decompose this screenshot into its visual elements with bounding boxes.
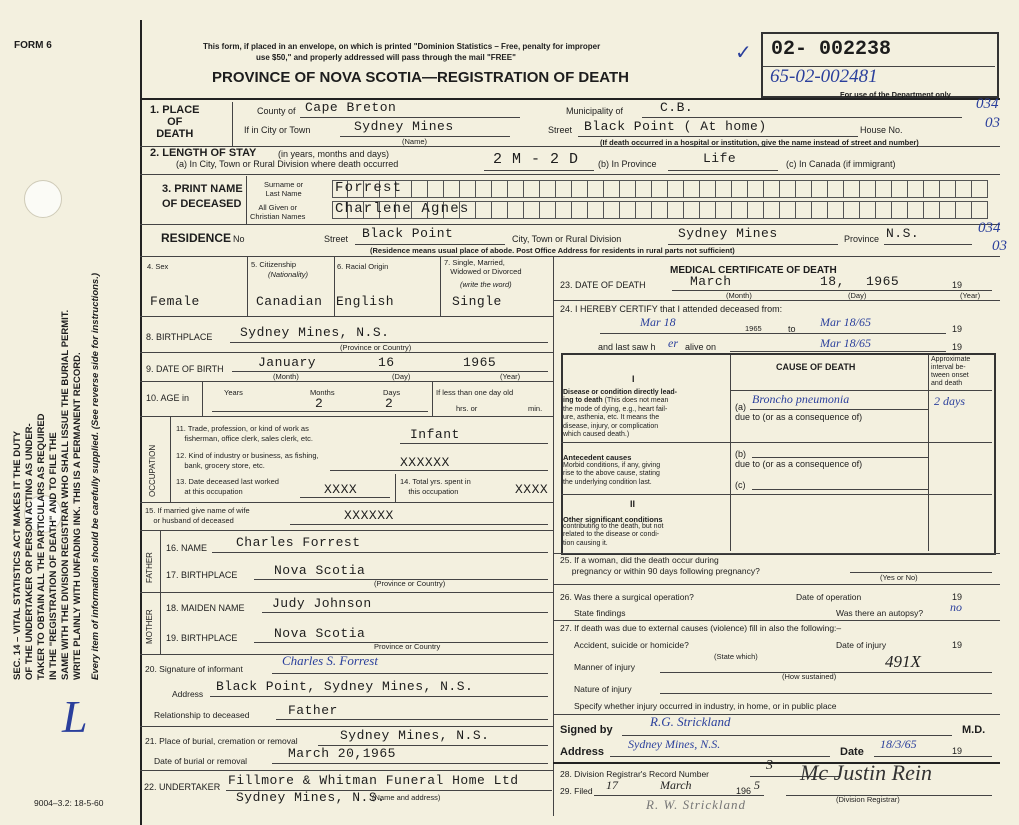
burial-place-value: Sydney Mines, N.S. <box>340 728 490 743</box>
mother-section-label: MOTHER <box>145 609 154 644</box>
autopsy-question: Was there an autopsy? <box>836 608 924 618</box>
surname-grid <box>332 180 988 198</box>
letter-box <box>604 201 620 219</box>
letter-box <box>764 180 780 198</box>
undertaker-label: 22. UNDERTAKER <box>144 782 221 792</box>
side-line-2: OF THE UNDERTAKER OR PERSON ACTING AS UNDER- <box>24 423 35 680</box>
place-of-death-label: 1. PLACE OF DEATH <box>150 104 200 140</box>
residence-street-value: Black Point <box>362 226 454 241</box>
physician-signature: R.G. Strickland <box>650 714 731 729</box>
side-line-3: TAKER TO OBTAIN ALL THE PARTICULARS AS REQUIRED <box>36 413 47 680</box>
city-name-caption: (Name) <box>402 137 428 146</box>
relationship-label: Relationship to deceased <box>154 710 250 720</box>
signed-date: 18/3/65 <box>880 737 917 751</box>
death-date-label: 23. DATE OF DEATH <box>560 280 646 290</box>
informant-address: Black Point, Sydney Mines, N.S. <box>216 679 474 694</box>
mother-maiden-label: 18. MAIDEN NAME <box>166 603 245 613</box>
operation-date-label: Date of operation <box>796 592 862 602</box>
letter-box <box>572 180 588 198</box>
form-title: PROVINCE OF NOVA SCOTIA—REGISTRATION OF DEATH <box>212 69 629 86</box>
letter-box <box>812 180 828 198</box>
stay-units: (in years, months and days) <box>278 149 390 159</box>
letter-box <box>924 180 940 198</box>
death-year-prefix: 19 <box>952 280 963 290</box>
birthplace-caption: (Province or Country) <box>340 343 412 352</box>
relationship-value: Father <box>288 703 338 718</box>
nature-label: Nature of injury <box>574 684 632 694</box>
letter-box <box>876 201 892 219</box>
letter-box <box>972 180 988 198</box>
side-line-1: SEC. 14 – VITAL STATISTICS ACT MAKES IT THE DUTY <box>12 430 23 680</box>
residence-province-value: N.S. <box>886 226 920 241</box>
letter-box <box>956 201 972 219</box>
death-day: 18, <box>820 274 845 289</box>
father-birthplace-caption: (Province or Country) <box>374 579 446 588</box>
side-line-7: Every item of information should be carefully supplied. (See reverse side for instructions.) <box>90 272 101 680</box>
age-label: 10. AGE in <box>146 393 190 403</box>
manner-code: 491X <box>885 652 921 671</box>
residence-province-label: Province <box>844 234 880 244</box>
attended-from-year: 1965 <box>745 324 762 333</box>
letter-box <box>908 180 924 198</box>
letter-box <box>540 180 556 198</box>
letter-box <box>556 180 572 198</box>
letter-box <box>972 201 988 219</box>
stay-a-label: (a) In City, Town or Rural Division where death occurred <box>176 159 399 169</box>
less-than-day-label: If less than one day old <box>436 388 514 397</box>
letter-box <box>684 180 700 198</box>
letter-box <box>492 180 508 198</box>
cause-c-label: (c) <box>735 480 746 490</box>
mother-maiden-value: Judy Johnson <box>272 596 372 611</box>
mother-birthplace-caption: Province or Country <box>374 642 441 651</box>
dob-day-caption: (Day) <box>392 372 411 381</box>
citizenship-value: Canadian <box>256 294 323 309</box>
due-to-2: due to (or as a consequence of) <box>735 459 863 469</box>
residence-city-label: City, Town or Rural Division <box>512 234 622 244</box>
length-of-stay-label: 2. LENGTH OF STAY <box>150 147 257 159</box>
letter-box <box>620 201 636 219</box>
marital-sub: (write the word) <box>460 280 512 289</box>
dob-month-caption: (Month) <box>273 372 299 381</box>
burial-date-value: March 20,1965 <box>288 746 396 761</box>
department-use-note: For use of the Department only <box>840 90 951 99</box>
letter-box <box>812 201 828 219</box>
sex-label: 4. Sex <box>147 262 169 271</box>
last-worked-value: XXXX <box>324 482 358 497</box>
letter-box <box>828 180 844 198</box>
racial-origin-label: 6. Racial Origin <box>337 262 389 271</box>
stay-b-value: Life <box>703 151 737 166</box>
death-day-caption: (Day) <box>848 291 867 300</box>
city-value: Sydney Mines <box>354 119 454 134</box>
margin-code-1: 034 <box>976 96 999 112</box>
pregnancy-question: 25. If a woman, did the death occur during pregnancy or within 90 days following pregnancy? <box>560 555 760 576</box>
last-saw-date: Mar 18/65 <box>820 336 871 350</box>
interval-a-value: 2 days <box>934 394 965 408</box>
alive-on-label: alive on <box>685 342 717 352</box>
injury-date-label: Date of injury <box>836 640 887 650</box>
signed-date-label: Date <box>840 746 864 758</box>
sex-value: Female <box>150 294 200 309</box>
letter-box <box>940 180 956 198</box>
cause-a-value: Broncho pneumonia <box>752 392 850 406</box>
street-value: Black Point ( At home) <box>584 119 767 134</box>
cause-b-label: (b) <box>735 449 746 459</box>
last-worked-label: 13. Date deceased last worked at this occupation <box>176 477 279 496</box>
letter-box <box>588 180 604 198</box>
minutes-label: min. <box>528 404 543 413</box>
cause-a-label: (a) <box>735 402 746 412</box>
letter-box <box>668 201 684 219</box>
birthplace-label: 8. BIRTHPLACE <box>146 332 213 342</box>
attended-year-prefix: 19 <box>952 324 963 334</box>
surgery-question: 26. Was there a surgical operation? <box>560 592 694 602</box>
father-birthplace-label: 17. BIRTHPLACE <box>166 570 238 580</box>
mother-birthplace-value: Nova Scotia <box>274 626 366 641</box>
how-sustained-caption: (How sustained) <box>782 672 837 681</box>
letter-box <box>428 180 444 198</box>
disease-note: Disease or condition directly lead- ing to death (This does not mean the mode of dying, e.g., heart fail- ure, asthenia, etc. It means the disease, injury, or complication which caused death.) <box>563 389 677 439</box>
dob-label: 9. DATE OF BIRTH <box>146 364 224 374</box>
check-mark: ✓ <box>735 42 752 64</box>
letter-box <box>636 180 652 198</box>
informant-signature: Charles S. Forrest <box>282 653 378 668</box>
section-i: I <box>632 374 635 384</box>
letter-box <box>796 201 812 219</box>
given-names-label: All Given or Christian Names <box>250 203 306 221</box>
letter-box <box>716 201 732 219</box>
letter-box <box>716 180 732 198</box>
letter-box <box>604 180 620 198</box>
state-findings-label: State findings <box>574 608 626 618</box>
registrar-stamp: R. W. Strickland <box>646 797 747 812</box>
external-causes-label: 27. If death was due to external causes (violence) fill in also the following:– <box>560 623 842 633</box>
manner-label: Manner of injury <box>574 662 635 672</box>
injury-year-prefix: 19 <box>952 640 963 650</box>
letter-box <box>828 201 844 219</box>
due-to-1: due to (or as a consequence of) <box>735 412 863 422</box>
municipality-label: Municipality of <box>566 106 624 116</box>
given-names-value: Charlene Agnes <box>335 201 470 217</box>
mail-notice-1: This form, if placed in an envelope, on which is printed "Dominion Statistics – Free, penalty for improper <box>203 42 601 51</box>
age-days-label: Days <box>383 388 401 397</box>
physician-address: Sydney Mines, N.S. <box>628 737 721 751</box>
attended-to: Mar 18/65 <box>820 315 871 329</box>
record-number: 3 <box>766 758 773 773</box>
letter-box <box>796 180 812 198</box>
death-year: 1965 <box>866 274 900 289</box>
antecedent-label: Antecedent causes <box>563 453 632 462</box>
stay-c-label: (c) In Canada (if immigrant) <box>786 159 896 169</box>
signed-by-label: Signed by <box>560 724 613 736</box>
dob-year-caption: (Year) <box>500 372 521 381</box>
hours-label: hrs. or <box>456 404 478 413</box>
death-month-caption: (Month) <box>726 291 752 300</box>
side-line-5: SAME WITH THE DIVISION REGISTRAR WHO SHALL ISSUE THE BURIAL PERMIT. <box>60 309 71 680</box>
filed-year-prefix: 196 <box>736 786 752 796</box>
letter-box <box>908 201 924 219</box>
side-line-6: WRITE PLAINLY WITH UNFADING INK. THIS IS A PERMANENT RECORD. <box>72 352 83 680</box>
letter-box <box>652 201 668 219</box>
dob-month: January <box>258 355 317 370</box>
mail-notice-2: use $50," and properly addressed will pass through the mail "FREE" <box>256 53 516 62</box>
letter-box <box>460 180 476 198</box>
letter-box <box>892 180 908 198</box>
letter-box <box>636 201 652 219</box>
letter-box <box>780 201 796 219</box>
surname-label: Surname or Last Name <box>264 180 304 198</box>
trade-label: 11. Trade, profession, or kind of work as fisherman, office clerk, sales clerk, etc. <box>176 424 313 443</box>
racial-origin-value: English <box>336 294 395 309</box>
record-number-label: 28. Division Registrar's Record Number <box>560 769 710 779</box>
letter-box <box>540 201 556 219</box>
autopsy-answer: no <box>950 600 962 614</box>
last-saw-year-prefix: 19 <box>952 342 963 352</box>
residence-margin-code-2: 03 <box>992 238 1007 254</box>
registration-number-handwritten: 65-02-002481 <box>770 66 878 87</box>
death-month: March <box>690 274 732 289</box>
letter-box <box>780 180 796 198</box>
letter-box <box>668 180 684 198</box>
section-ii: II <box>630 499 636 509</box>
print-name-label: 3. PRINT NAME OF DECEASED <box>162 183 243 210</box>
letter-box <box>876 180 892 198</box>
accident-label: Accident, suicide or homicide? <box>574 640 689 650</box>
industry-label: 12. Kind of industry or business, as fishing, bank, grocery store, etc. <box>176 451 319 470</box>
mother-birthplace-label: 19. BIRTHPLACE <box>166 633 238 643</box>
dob-year: 1965 <box>463 355 497 370</box>
side-instructions <box>12 120 102 680</box>
filed-year: 5 <box>754 778 760 792</box>
occupation-section-label: OCCUPATION <box>148 444 157 497</box>
spouse-label: 15. If married give name of wife or husband of deceased <box>145 506 250 525</box>
burial-date-label: Date of burial or removal <box>154 756 248 766</box>
letter-box <box>508 180 524 198</box>
residence-label: RESIDENCE <box>161 231 232 245</box>
attended-to-label: to <box>788 324 796 334</box>
filed-day: 17 <box>606 778 618 792</box>
industry-value: XXXXXX <box>400 455 450 470</box>
street-label: Street <box>548 125 573 135</box>
stay-a-value: 2 M - 2 D <box>493 151 579 168</box>
residence-city-value: Sydney Mines <box>678 226 778 241</box>
letter-box <box>588 201 604 219</box>
other-conditions-note: contributing to the death, but not related to the disease or condi- tion causing it. <box>563 523 664 547</box>
age-months: 2 <box>315 396 324 411</box>
letter-box <box>860 180 876 198</box>
last-saw-label: and last saw h <box>598 342 656 352</box>
letter-box <box>700 180 716 198</box>
stay-b-label: (b) In Province <box>598 159 657 169</box>
letter-box <box>412 180 428 198</box>
letter-box <box>524 180 540 198</box>
informant-signature-label: 20. Signature of informant <box>145 664 243 674</box>
letter-box <box>732 180 748 198</box>
cause-of-death-title: CAUSE OF DEATH <box>776 362 856 372</box>
undertaker-name: Fillmore & Whitman Funeral Home Ltd <box>228 773 519 788</box>
letter-box <box>764 201 780 219</box>
dob-day: 16 <box>378 355 395 370</box>
medical-certificate-title: MEDICAL CERTIFICATE OF DEATH <box>670 265 837 276</box>
letter-box <box>620 180 636 198</box>
hospital-note: (If death occurred in a hospital or institution, give the name instead of street and number) <box>600 138 919 147</box>
margin-mark: L <box>62 691 88 742</box>
operation-year-prefix: 19 <box>952 592 963 602</box>
letter-box <box>732 201 748 219</box>
registrar-caption: (Division Registrar) <box>836 795 900 804</box>
burial-place-label: 21. Place of burial, cremation or removal <box>145 736 298 746</box>
residence-margin-code-1: 034 <box>978 220 1001 236</box>
certify-label: 24. I HEREBY CERTIFY that I attended deceased from: <box>560 304 783 314</box>
city-label: If in City or Town <box>244 125 311 135</box>
filed-label: 29. Filed <box>560 786 593 796</box>
undertaker-address: Sydney Mines, N.S. <box>236 790 386 805</box>
filed-month: March <box>660 778 692 792</box>
county-label: County of <box>257 106 296 116</box>
residence-no-label: No <box>233 234 245 244</box>
house-number-label: House No. <box>860 125 903 135</box>
total-years-value: XXXX <box>515 482 549 497</box>
municipality-value: C.B. <box>660 100 694 115</box>
letter-box <box>940 201 956 219</box>
marital-label: 7. Single, Married, Widowed or Divorced <box>444 258 522 276</box>
md-label: M.D. <box>962 724 986 736</box>
physician-address-label: Address <box>560 746 605 758</box>
letter-box <box>700 201 716 219</box>
yes-no-caption: (Yes or No) <box>880 573 918 582</box>
letter-box <box>748 180 764 198</box>
letter-box <box>508 201 524 219</box>
age-months-label: Months <box>310 388 335 397</box>
spouse-value: XXXXXX <box>344 508 394 523</box>
death-year-caption: (Year) <box>960 291 981 300</box>
residence-note: (Residence means usual place of abode. Post Office Address for residents in rural parts not sufficient) <box>370 246 735 255</box>
last-saw-her: er <box>668 336 678 350</box>
surname-value: Forrest <box>335 180 403 196</box>
signed-year-prefix: 19 <box>952 746 963 756</box>
letter-box <box>476 201 492 219</box>
letter-box <box>748 201 764 219</box>
letter-box <box>652 180 668 198</box>
letter-box <box>684 201 700 219</box>
antecedent-note: Morbid conditions, if any, giving rise to the above cause, stating the underlying condition last. <box>563 462 661 486</box>
state-which-caption: (State which) <box>714 652 758 661</box>
citizenship-label: 5. Citizenship <box>251 260 297 269</box>
specify-label: Specify whether injury occurred in industry, in home, or in public place <box>574 701 837 711</box>
letter-box <box>860 201 876 219</box>
letter-box <box>892 201 908 219</box>
letter-box <box>476 180 492 198</box>
interval-title: Approximate interval be- tween onset and death <box>931 356 971 387</box>
age-days: 2 <box>385 396 394 411</box>
registrar-initials: Mc Justin Rein <box>800 760 932 785</box>
informant-address-label: Address <box>172 689 204 699</box>
letter-box <box>572 201 588 219</box>
letter-box <box>956 180 972 198</box>
total-years-label: 14. Total yrs. spent in this occupation <box>400 477 471 496</box>
father-name-value: Charles Forrest <box>236 535 361 550</box>
county-value: Cape Breton <box>305 100 397 115</box>
other-conditions-label: Other significant conditions <box>563 515 663 524</box>
registration-number: 02- 002238 <box>771 38 892 61</box>
letter-box <box>444 180 460 198</box>
marital-value: Single <box>452 294 502 309</box>
father-name-label: 16. NAME <box>166 543 208 553</box>
letter-box <box>524 201 540 219</box>
letter-box <box>924 201 940 219</box>
side-line-4: IN THE "REGISTRATION OF DEATH" AND TO FILE THE <box>48 432 59 680</box>
trade-value: Infant <box>410 427 460 442</box>
undertaker-caption: (Name and address) <box>372 793 441 802</box>
form-number: FORM 6 <box>14 40 52 51</box>
father-section-label: FATHER <box>145 552 154 583</box>
letter-box <box>844 201 860 219</box>
residence-street-label: Street <box>324 234 349 244</box>
age-years-label: Years <box>224 388 243 397</box>
father-birthplace-value: Nova Scotia <box>274 563 366 578</box>
margin-code-2: 03 <box>985 115 1000 131</box>
attended-from: Mar 18 <box>640 315 676 329</box>
birthplace-value: Sydney Mines, N.S. <box>240 325 390 340</box>
citizenship-sub: (Nationality) <box>268 270 309 279</box>
letter-box <box>492 201 508 219</box>
letter-box <box>844 180 860 198</box>
form-code: 9004–3.2: 18-5-60 <box>34 798 104 808</box>
letter-box <box>556 201 572 219</box>
